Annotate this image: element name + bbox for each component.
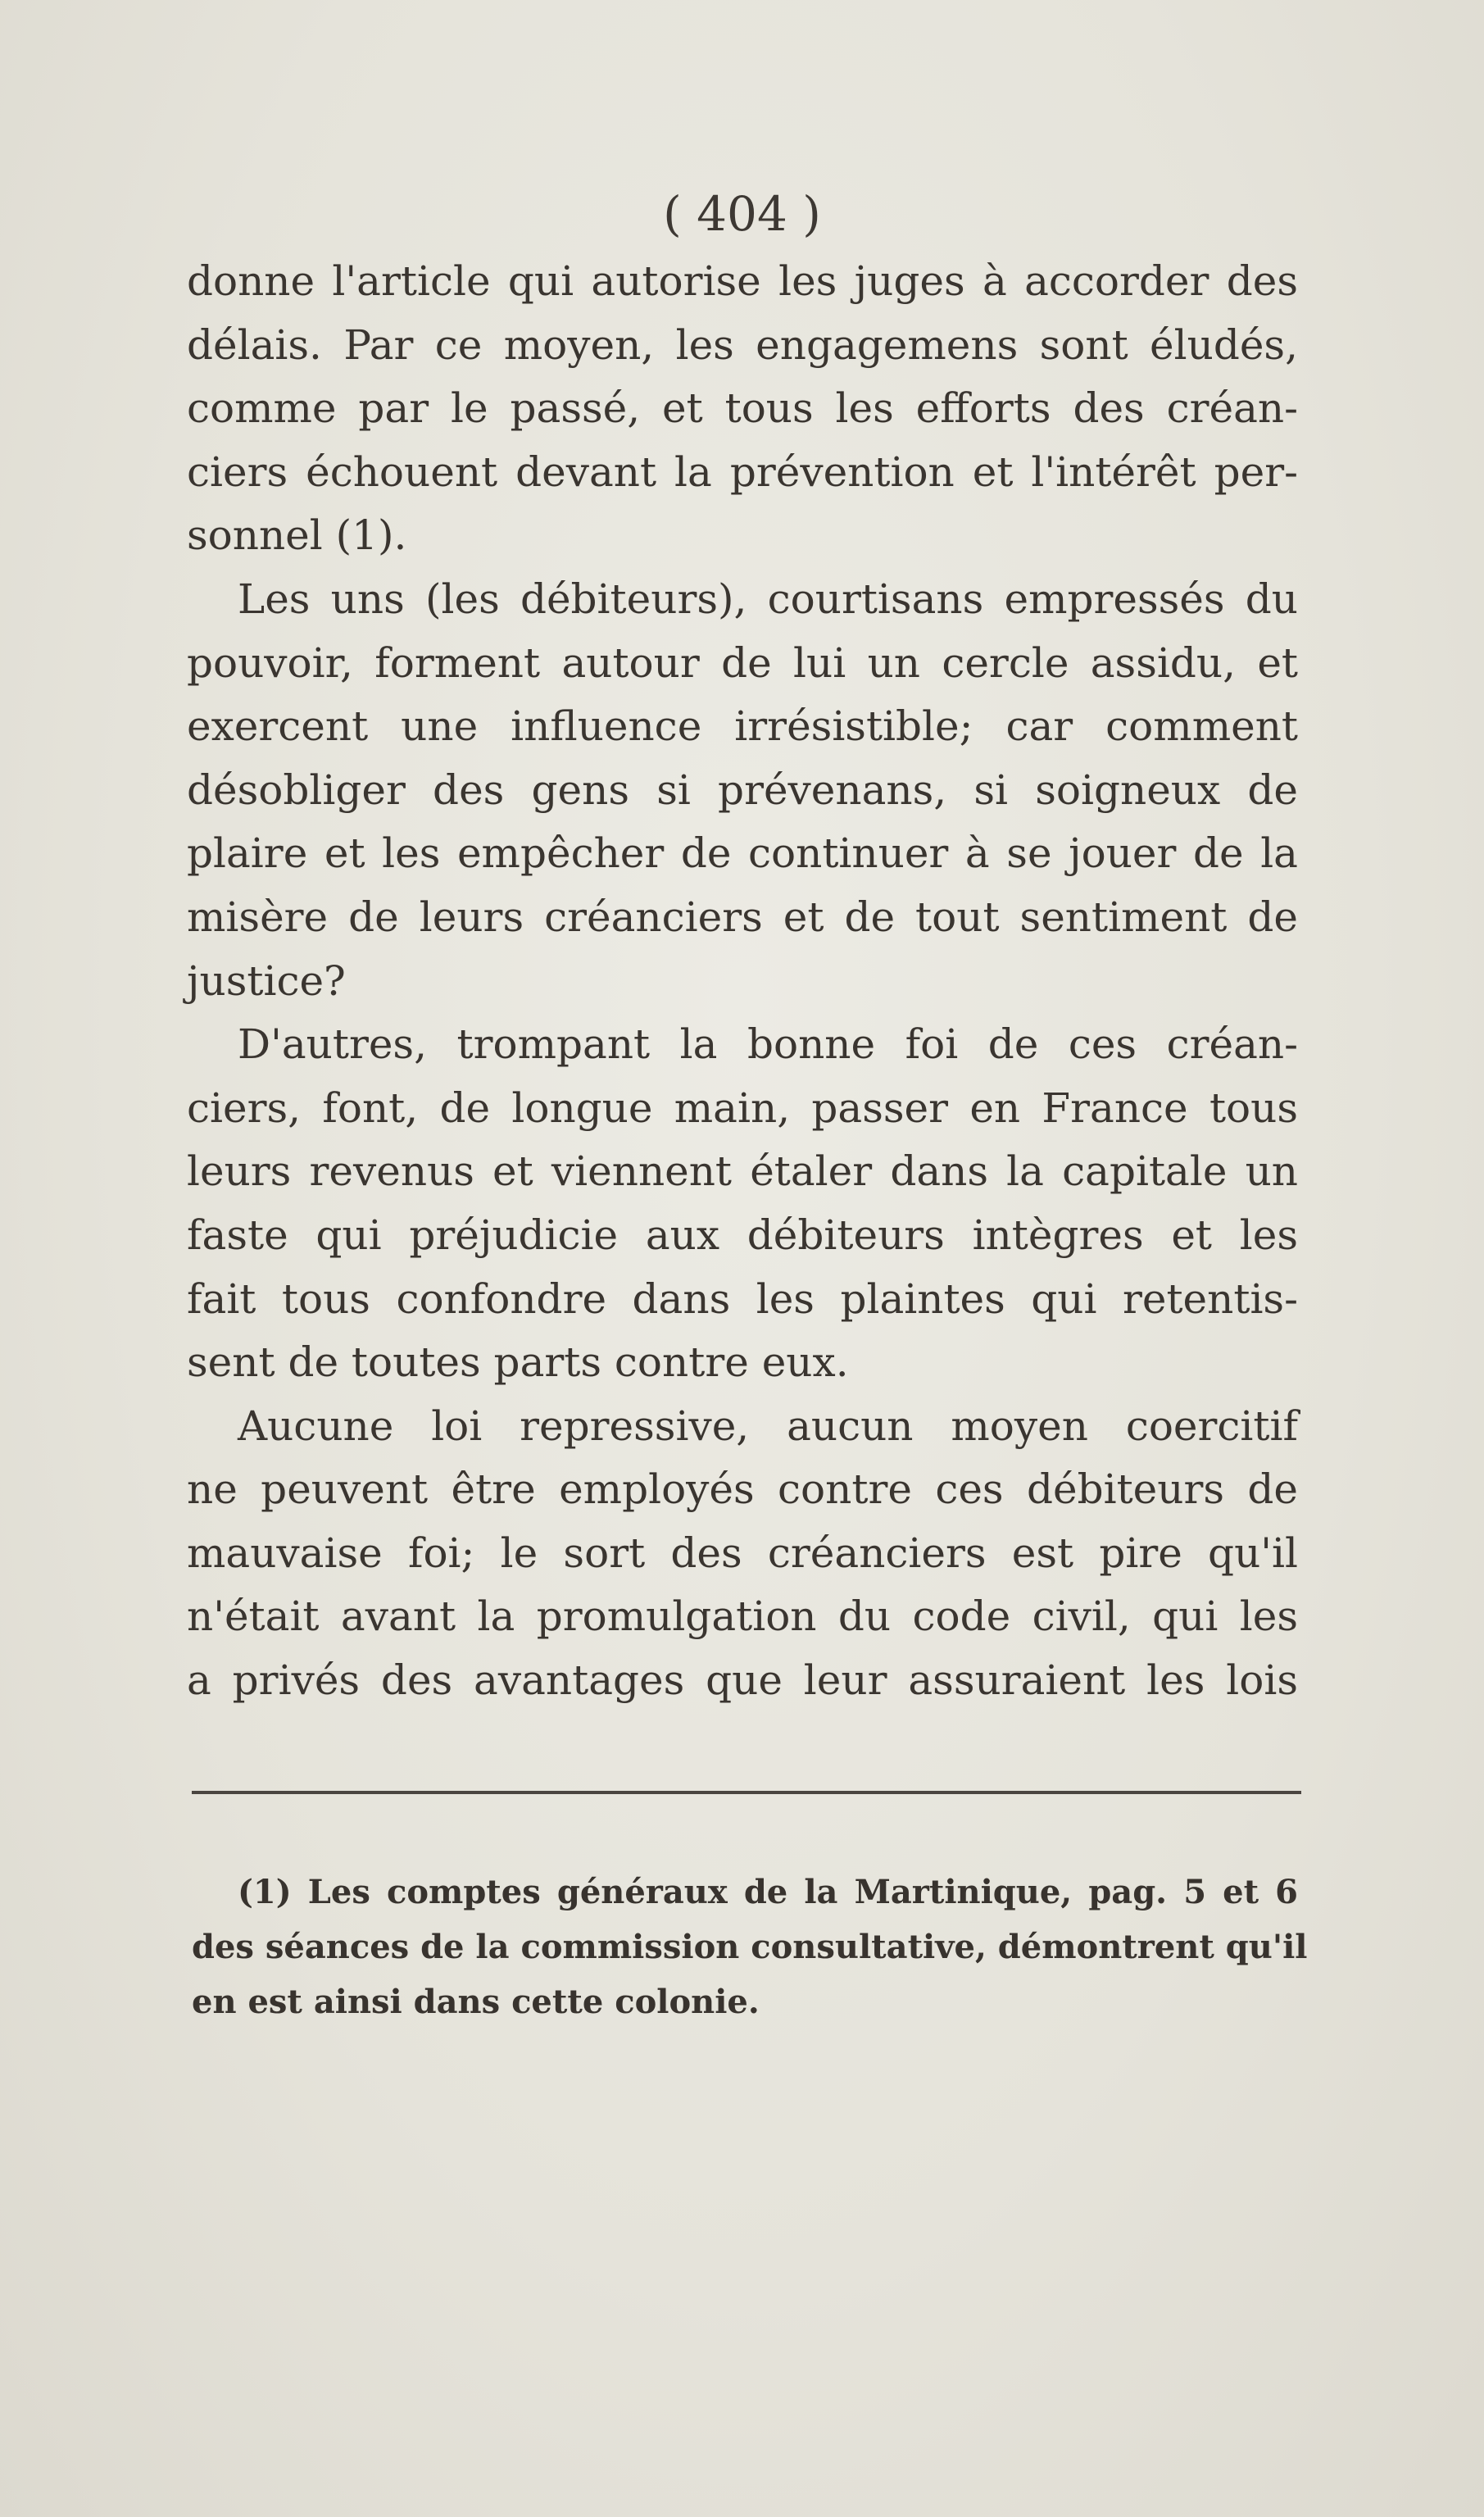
text-line: fait tous confondre dans les plaintes qui retentis- — [187, 1274, 1298, 1323]
paragraph-start-line: Aucune loi repressive, aucun moyen coercitif — [238, 1402, 1298, 1450]
text-line: a privés des avantages que leur assuraient les lois — [187, 1656, 1298, 1705]
text-line: sonnel (1). — [187, 511, 407, 560]
text-line: justice? — [187, 956, 346, 1005]
footnote-line: (1) Les comptes généraux de la Martinique, pag. 5 et 6 — [238, 1873, 1298, 1911]
page-number: ( 404 ) — [663, 186, 821, 242]
text-line: délais. Par ce moyen, les engagemens sont éludés, — [187, 320, 1298, 369]
text-line: comme par le passé, et tous les efforts des créan- — [187, 384, 1298, 433]
paragraph-start-line: Les uns (les débiteurs), courtisans empressés du — [238, 575, 1298, 623]
text-line: n'était avant la promulgation du code civil, qui les — [187, 1592, 1298, 1641]
footnote-line: des séances de la commission consultative, démontrent qu'il — [192, 1928, 1308, 1966]
text-line: leurs revenus et viennent étaler dans la capitale un — [187, 1147, 1298, 1196]
text-line: donne l'article qui autorise les juges à accorder des — [187, 257, 1298, 305]
text-line: sent de toutes parts contre eux. — [187, 1338, 849, 1387]
text-line: ciers, font, de longue main, passer en France tous — [187, 1084, 1298, 1132]
text-line: exercent une influence irrésistible; car comment — [187, 702, 1298, 751]
text-line: pouvoir, forment autour de lui un cercle assidu, et — [187, 638, 1298, 687]
text-line: plaire et les empêcher de continuer à se jouer de la — [187, 829, 1298, 878]
body-text — [187, 250, 1298, 1713]
text-line: faste qui préjudicie aux débiteurs intègres et les — [187, 1211, 1298, 1259]
text-line: misère de leurs créanciers et de tout sentiment de — [187, 893, 1298, 941]
text-line: désobliger des gens si prévenans, si soigneux de — [187, 766, 1298, 814]
text-line: mauvaise foi; le sort des créanciers est pire qu'il — [187, 1529, 1298, 1577]
footnote-divider — [192, 1791, 1301, 1794]
text-line: ne peuvent être employés contre ces débiteurs de — [187, 1465, 1298, 1514]
text-line: ciers échouent devant la prévention et l'intérêt per- — [187, 448, 1298, 496]
paragraph-start-line: D'autres, trompant la bonne foi de ces créan- — [238, 1020, 1298, 1069]
footnote-line: en est ainsi dans cette colonie. — [192, 1983, 760, 2021]
footnote — [192, 1865, 1308, 2029]
